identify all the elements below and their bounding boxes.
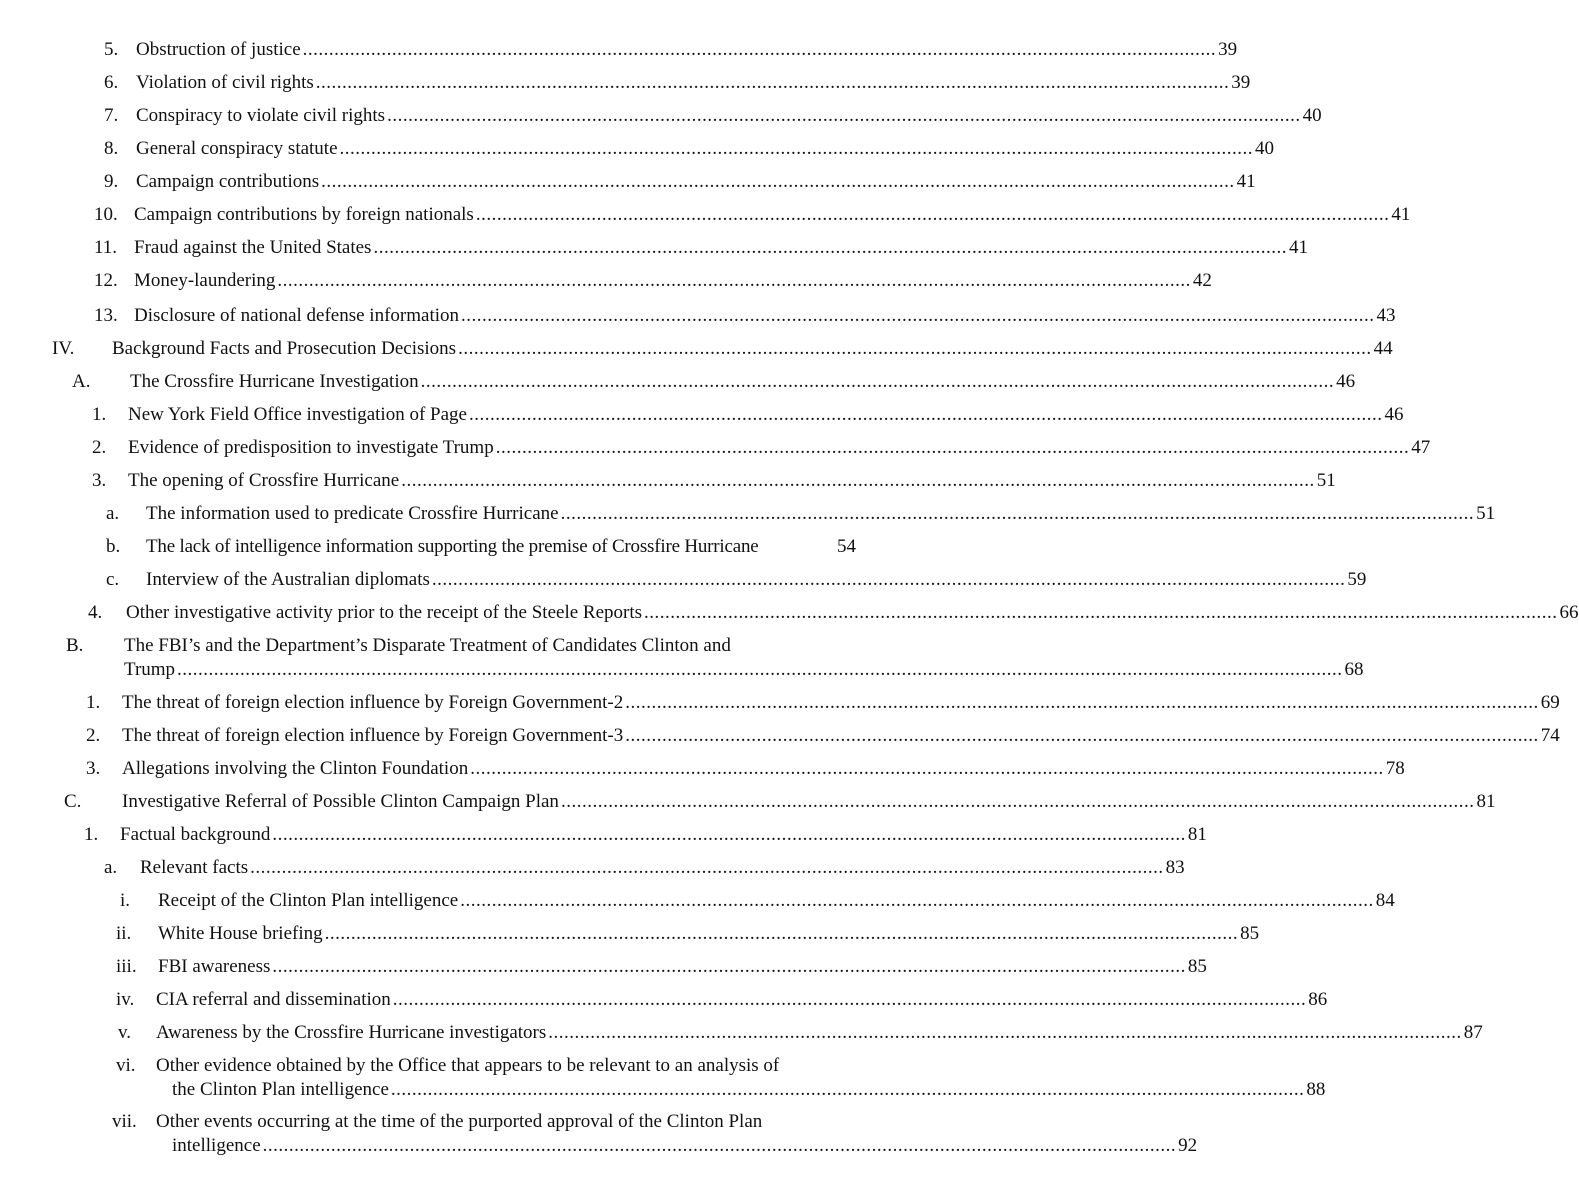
page-number: 51 xyxy=(1316,470,1336,491)
entry-number: 5. xyxy=(104,39,119,60)
entry-number: 1. xyxy=(92,404,107,425)
page-number: 92 xyxy=(1178,1135,1198,1156)
entry-title: Obstruction of justice xyxy=(136,39,301,60)
dot-leader: .............................................................................................................................................................................. xyxy=(468,404,1383,425)
entry-number: 6. xyxy=(104,72,119,93)
dot-leader: .............................................................................................................................................................................. xyxy=(262,1135,1177,1156)
dot-leader: .............................................................................................................................................................................. xyxy=(390,1079,1305,1100)
entry-title: Violation of civil rights xyxy=(136,72,314,93)
page-number: 68 xyxy=(1344,659,1364,680)
entry-title: Evidence of predisposition to investigate Trump xyxy=(128,437,494,458)
page-number: 81 xyxy=(1187,824,1207,845)
entry-number: 1. xyxy=(86,692,101,713)
entry-number: 3. xyxy=(92,470,107,491)
dot-leader: .............................................................................................................................................................................. xyxy=(470,758,1384,779)
entry-number: a. xyxy=(104,857,118,878)
dot-leader: .............................................................................................................................................................................. xyxy=(560,503,1475,524)
entry-number: 3. xyxy=(86,758,101,779)
dot-leader: .............................................................................................................................................................................. xyxy=(373,237,1287,258)
entry-title: The opening of Crossfire Hurricane xyxy=(128,470,400,491)
entry-title: Relevant facts xyxy=(140,857,249,878)
entry-number: 4. xyxy=(88,602,103,623)
dot-leader: .............................................................................................................................................................................. xyxy=(625,725,1539,746)
entry-title: Disclosure of national defense information xyxy=(134,305,460,326)
page-number: 69 xyxy=(1540,692,1560,713)
page-number: 46 xyxy=(1336,371,1356,392)
page-number: 41 xyxy=(1288,237,1308,258)
dot-leader: .............................................................................................................................................................................. xyxy=(324,923,1239,944)
entry-title: Fraud against the United States xyxy=(134,237,372,258)
page-number: 74 xyxy=(1540,725,1560,746)
entry-title: CIA referral and dissemination xyxy=(156,989,391,1010)
entry-title: Money-laundering xyxy=(134,270,276,291)
entry-number: IV. xyxy=(52,338,75,359)
entry-number: iii. xyxy=(116,956,137,977)
entry-title: Allegations involving the Clinton Foundation xyxy=(122,758,469,779)
dot-leader: .............................................................................................................................................................................. xyxy=(272,824,1186,845)
dot-leader: .............................................................................................................................................................................. xyxy=(387,105,1301,126)
entry-title: Investigative Referral of Possible Clinton Campaign Plan xyxy=(122,791,559,812)
entry-title: FBI awareness xyxy=(158,956,271,977)
entry-title: The Crossfire Hurricane Investigation xyxy=(130,371,419,392)
dot-leader: .............................................................................................................................................................................. xyxy=(460,890,1374,911)
entry-title-continued: intelligence xyxy=(172,1135,261,1156)
entry-title: Background Facts and Prosecution Decisions xyxy=(112,338,457,359)
entry-number: b. xyxy=(106,536,121,557)
dot-leader: .............................................................................................................................................................................. xyxy=(458,338,1372,359)
entry-number: 2. xyxy=(86,725,101,746)
page-number: 41 xyxy=(1236,171,1256,192)
dot-leader: .............................................................................................................................................................................. xyxy=(431,569,1346,590)
entry-title: The threat of foreign election influence by Foreign Government-2 xyxy=(122,692,624,713)
dot-leader: .............................................................................................................................................................................. xyxy=(644,602,1558,623)
entry-title: Interview of the Australian diplomats xyxy=(146,569,430,590)
entry-title: Campaign contributions by foreign nationals xyxy=(134,204,474,225)
dot-leader: .............................................................................................................................................................................. xyxy=(461,305,1375,326)
page-number: 54 xyxy=(837,536,856,557)
entry-number: i. xyxy=(120,890,131,911)
entry-number: 1. xyxy=(84,824,99,845)
page-number: 40 xyxy=(1302,105,1322,126)
entry-number: 12. xyxy=(94,270,118,291)
entry-title: Other events occurring at the time of the purported approval of the Clinton Plan xyxy=(156,1111,763,1132)
dot-leader: .............................................................................................................................................................................. xyxy=(315,72,1230,93)
entry-number: 10. xyxy=(94,204,118,225)
page-number: 66 xyxy=(1559,602,1579,623)
page-number: 39 xyxy=(1218,39,1238,60)
entry-title: Campaign contributions xyxy=(136,171,320,192)
dot-leader: .............................................................................................................................................................................. xyxy=(401,470,1315,491)
dot-leader: .............................................................................................................................................................................. xyxy=(277,270,1191,291)
page-number: 42 xyxy=(1192,270,1212,291)
entry-number: a. xyxy=(106,503,120,524)
dot-leader: .............................................................................................................................................................................. xyxy=(339,138,1254,159)
dot-leader: .............................................................................................................................................................................. xyxy=(560,791,1475,812)
entry-number: v. xyxy=(118,1022,132,1043)
entry-number: vii. xyxy=(112,1111,137,1132)
dot-leader: .............................................................................................................................................................................. xyxy=(272,956,1186,977)
dot-leader: .............................................................................................................................................................................. xyxy=(495,437,1410,458)
page-number: 44 xyxy=(1373,338,1393,359)
entry-number: 2. xyxy=(92,437,107,458)
entry-number: A. xyxy=(72,371,91,392)
entry-number: iv. xyxy=(116,989,135,1010)
entry-number: 13. xyxy=(94,305,118,326)
dot-leader: .............................................................................................................................................................................. xyxy=(420,371,1335,392)
entry-number: vi. xyxy=(116,1055,136,1076)
page-number: 43 xyxy=(1376,305,1396,326)
page-number: 88 xyxy=(1306,1079,1326,1100)
entry-title: The information used to predicate Crossfire Hurricane xyxy=(146,503,559,524)
page-number: 81 xyxy=(1476,791,1496,812)
entry-title: General conspiracy statute xyxy=(136,138,338,159)
entry-title: The FBI’s and the Department’s Disparate Treatment of Candidates Clinton and xyxy=(124,635,731,656)
dot-leader: .............................................................................................................................................................................. xyxy=(250,857,1164,878)
page-number: 78 xyxy=(1385,758,1405,779)
entry-title: Conspiracy to violate civil rights xyxy=(136,105,386,126)
entry-number: c. xyxy=(106,569,120,590)
page-number: 40 xyxy=(1255,138,1275,159)
entry-number: 11. xyxy=(94,237,118,258)
entry-number: C. xyxy=(64,791,82,812)
entry-title: The lack of intelligence information supporting the premise of Crossfire Hurricane xyxy=(146,536,759,557)
page-number: 46 xyxy=(1384,404,1404,425)
dot-leader: .............................................................................................................................................................................. xyxy=(321,171,1235,192)
entry-title: New York Field Office investigation of Page xyxy=(128,404,467,425)
page-number: 41 xyxy=(1391,204,1411,225)
dot-leader: .............................................................................................................................................................................. xyxy=(475,204,1390,225)
page-number: 47 xyxy=(1411,437,1431,458)
entry-number: 9. xyxy=(104,171,119,192)
entry-title: The threat of foreign election influence by Foreign Government-3 xyxy=(122,725,624,746)
entry-title: White House briefing xyxy=(158,923,323,944)
entry-title: Awareness by the Crossfire Hurricane investigators xyxy=(156,1022,547,1043)
page-number: 84 xyxy=(1375,890,1395,911)
entry-title: Other investigative activity prior to the receipt of the Steele Reports xyxy=(126,602,643,623)
dot-leader: .............................................................................................................................................................................................................................. xyxy=(177,659,1343,680)
dot-leader: .............................................................................................................................................................................. xyxy=(302,39,1217,60)
entry-number: B. xyxy=(66,635,84,656)
entry-title: Factual background xyxy=(120,824,271,845)
entry-title-continued: the Clinton Plan intelligence xyxy=(172,1079,389,1100)
entry-title: Receipt of the Clinton Plan intelligence xyxy=(158,890,459,911)
dot-leader: .............................................................................................................................................................................. xyxy=(392,989,1307,1010)
page-number: 86 xyxy=(1308,989,1328,1010)
page-number: 85 xyxy=(1187,956,1207,977)
entry-number: 8. xyxy=(104,138,119,159)
page-number: 83 xyxy=(1165,857,1185,878)
dot-leader: .............................................................................................................................................................................. xyxy=(548,1022,1462,1043)
entry-number: 7. xyxy=(104,105,119,126)
dot-leader: .............................................................................................................................................................................. xyxy=(625,692,1539,713)
entry-title: Other evidence obtained by the Office that appears to be relevant to an analysis of xyxy=(156,1055,780,1076)
page-number: 59 xyxy=(1347,569,1367,590)
entry-title-continued: Trump xyxy=(124,659,176,680)
page-number: 51 xyxy=(1476,503,1496,524)
entry-number: ii. xyxy=(116,923,132,944)
page-number: 87 xyxy=(1463,1022,1483,1043)
page-number: 85 xyxy=(1240,923,1260,944)
page-number: 39 xyxy=(1231,72,1251,93)
